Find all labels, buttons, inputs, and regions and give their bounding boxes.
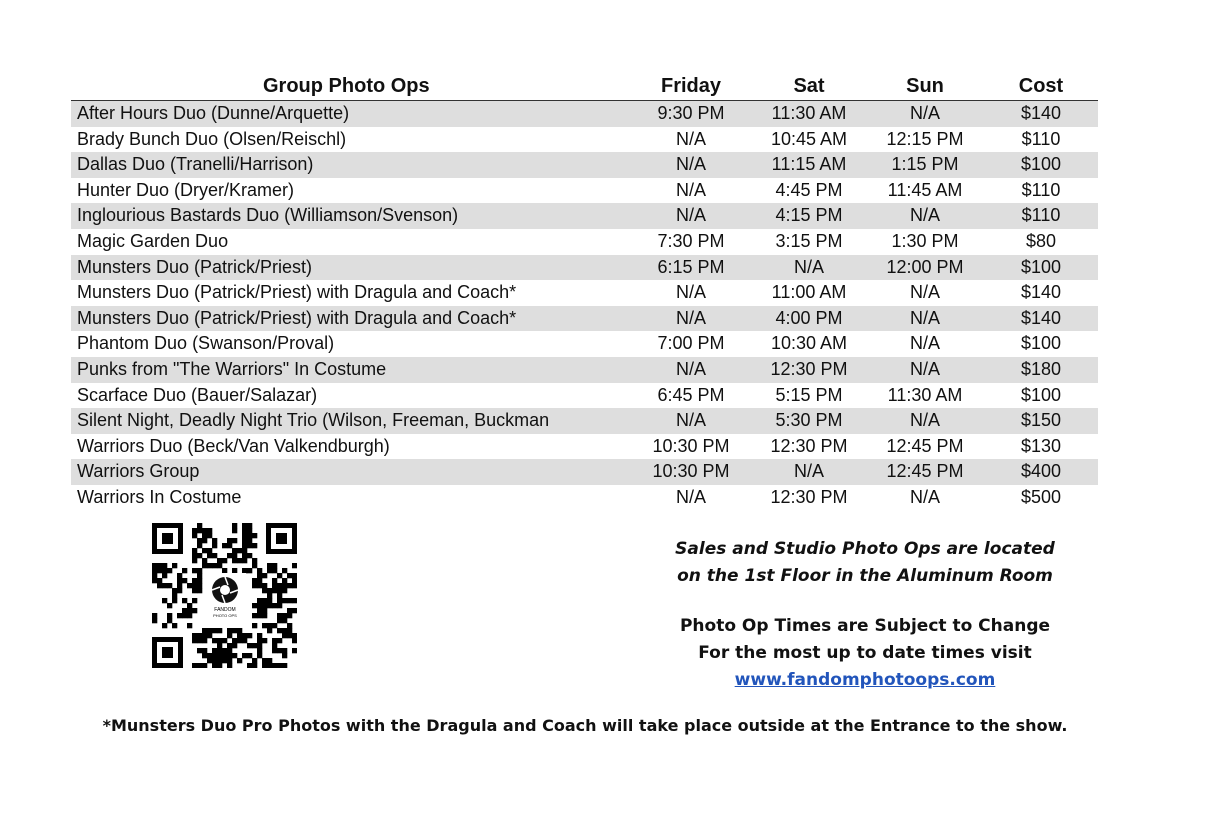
times-change-note: [660, 613, 1070, 694]
cell-sun: N/A: [909, 333, 940, 354]
cell-sat: 12:30 PM: [770, 486, 848, 507]
cell-sat: 4:15 PM: [775, 205, 843, 226]
cell-friday: N/A: [675, 179, 706, 200]
cell-friday: N/A: [675, 282, 706, 303]
photo-ops-table: [71, 74, 1098, 511]
cell-sat: 11:15 AM: [771, 154, 847, 175]
table-row: [71, 383, 1098, 409]
cell-sat: 3:15 PM: [775, 230, 843, 251]
cell-cost: $100: [1020, 333, 1062, 354]
cell-sun: N/A: [909, 103, 940, 123]
header-friday: Friday: [660, 75, 722, 97]
cell-group-name: Warriors In Costume: [77, 486, 242, 507]
table-row: [71, 152, 1098, 178]
cell-group-name: Punks from "The Warriors" In Costume: [77, 358, 387, 379]
cell-group-name: Warriors Duo (Beck/Van Valkendburgh): [77, 435, 390, 456]
cell-sun: 11:30 AM: [887, 384, 963, 405]
cell-sat: 12:30 PM: [770, 435, 848, 456]
cell-sat: N/A: [793, 256, 824, 277]
cell-group-name: Inglourious Bastards Duo (Williamson/Svenson): [77, 205, 459, 226]
cell-friday: N/A: [675, 205, 706, 226]
table-row: [71, 434, 1098, 460]
cell-sat: 4:00 PM: [775, 307, 843, 328]
cell-friday: 10:30 PM: [652, 461, 730, 482]
cell-friday: 9:30 PM: [657, 103, 725, 123]
cell-friday: 6:15 PM: [657, 256, 725, 277]
qr-code-icon[interactable]: [152, 523, 297, 668]
table-row: [71, 459, 1098, 485]
cell-friday: N/A: [675, 358, 706, 379]
cell-cost: $140: [1020, 103, 1062, 123]
cell-cost: $110: [1021, 179, 1061, 200]
times-note-line-1: Photo Op Times are Subject to Change: [679, 616, 1051, 636]
cell-friday: 10:30 PM: [652, 435, 730, 456]
cell-cost: $80: [1025, 230, 1057, 251]
cell-sun: N/A: [909, 282, 940, 303]
cell-cost: $100: [1020, 256, 1062, 277]
cell-sun: 11:45 AM: [887, 179, 963, 200]
header-cost: Cost: [1018, 75, 1064, 97]
cell-cost: $400: [1020, 461, 1062, 482]
header-sat: Sat: [793, 75, 825, 97]
cell-cost: $140: [1020, 307, 1062, 328]
cell-sun: N/A: [909, 358, 940, 379]
cell-sun: N/A: [909, 205, 940, 226]
cell-group-name: Phantom Duo (Swanson/Proval): [77, 333, 335, 354]
cell-group-name: Hunter Duo (Dryer/Kramer): [77, 179, 295, 200]
cell-friday: 7:30 PM: [657, 230, 725, 251]
cell-friday: N/A: [675, 154, 706, 175]
cell-sun: 12:15 PM: [886, 128, 964, 149]
cell-sat: 4:45 PM: [775, 179, 843, 200]
cell-sat: 12:30 PM: [770, 358, 848, 379]
table-row: [71, 127, 1098, 153]
cell-sat: 11:00 AM: [771, 282, 847, 303]
table-row: [71, 178, 1098, 204]
cell-group-name: Warriors Group: [77, 461, 200, 482]
cell-sun: 12:45 PM: [886, 461, 964, 482]
cell-sat: 5:30 PM: [775, 410, 843, 431]
times-note-line-2: For the most up to date times visit: [698, 643, 1032, 663]
cell-sun: N/A: [909, 410, 940, 431]
table-row: [71, 255, 1098, 281]
table-header: [71, 74, 1098, 101]
cell-group-name: Brady Bunch Duo (Olsen/Reischl): [77, 128, 347, 149]
cell-cost: $100: [1020, 384, 1062, 405]
cell-friday: N/A: [675, 128, 706, 149]
cell-friday: 7:00 PM: [657, 333, 725, 354]
cell-group-name: Munsters Duo (Patrick/Priest) with Dragula and Coach*: [77, 282, 517, 303]
cell-friday: N/A: [675, 410, 706, 431]
cell-cost: $140: [1020, 282, 1062, 303]
table-row: [71, 101, 1098, 127]
cell-sat: 10:30 AM: [770, 333, 848, 354]
header-group-photo-ops: Group Photo Ops: [263, 75, 430, 97]
cell-cost: $180: [1020, 358, 1062, 379]
cell-group-name: Dallas Duo (Tranelli/Harrison): [77, 154, 314, 175]
fandomphotoops-link[interactable]: www.fandomphotoops.com: [734, 670, 996, 690]
sales-location-note: [660, 536, 1070, 590]
cell-cost: $150: [1020, 410, 1062, 431]
cell-sun: N/A: [909, 307, 940, 328]
cell-sun: 1:15 PM: [891, 154, 959, 175]
table-row: [71, 331, 1098, 357]
sales-note-line-2: on the 1st Floor in the Aluminum Room: [677, 566, 1053, 586]
table-row: [71, 357, 1098, 383]
cell-cost: $100: [1020, 154, 1062, 175]
cell-sun: 12:00 PM: [886, 256, 964, 277]
cell-cost: $110: [1021, 128, 1061, 149]
table-row: [71, 408, 1098, 434]
cell-sat: 10:45 AM: [770, 128, 848, 149]
cell-friday: N/A: [675, 486, 706, 507]
cell-group-name: After Hours Duo (Dunne/Arquette): [77, 103, 350, 123]
cell-cost: $130: [1020, 435, 1062, 456]
cell-group-name: Munsters Duo (Patrick/Priest): [77, 256, 313, 277]
table-row: [71, 485, 1098, 511]
cell-sun: 1:30 PM: [891, 230, 959, 251]
cell-group-name: Scarface Duo (Bauer/Salazar): [77, 384, 318, 405]
table-row: [71, 229, 1098, 255]
qr-logo-subtext: PHOTO OPS: [213, 613, 237, 618]
cell-friday: N/A: [675, 307, 706, 328]
cell-sun: 12:45 PM: [886, 435, 964, 456]
sales-note-line-1: Sales and Studio Photo Ops are located: [675, 539, 1055, 559]
cell-sat: N/A: [793, 461, 824, 482]
cell-friday: 6:45 PM: [657, 384, 725, 405]
cell-group-name: Magic Garden Duo: [77, 230, 229, 251]
munsters-footnote: *Munsters Duo Pro Photos with the Dragula and Coach will take place outside at the Entrance to the show.: [102, 716, 1068, 735]
cell-cost: $110: [1021, 205, 1061, 226]
cell-cost: $500: [1020, 486, 1062, 507]
table-row: [71, 306, 1098, 332]
cell-group-name: Silent Night, Deadly Night Trio (Wilson, Freeman, Buckman: [77, 410, 550, 431]
header-sun: Sun: [906, 75, 944, 97]
table-row: [71, 203, 1098, 229]
cell-sun: N/A: [909, 486, 940, 507]
table-row: [71, 280, 1098, 306]
cell-group-name: Munsters Duo (Patrick/Priest) with Dragula and Coach*: [77, 307, 517, 328]
table-body: [71, 101, 1098, 511]
cell-sat: 5:15 PM: [775, 384, 843, 405]
camera-aperture-icon: [212, 577, 238, 603]
qr-logo-text: FANDOM: [214, 607, 236, 613]
cell-sat: 11:30 AM: [771, 103, 847, 123]
